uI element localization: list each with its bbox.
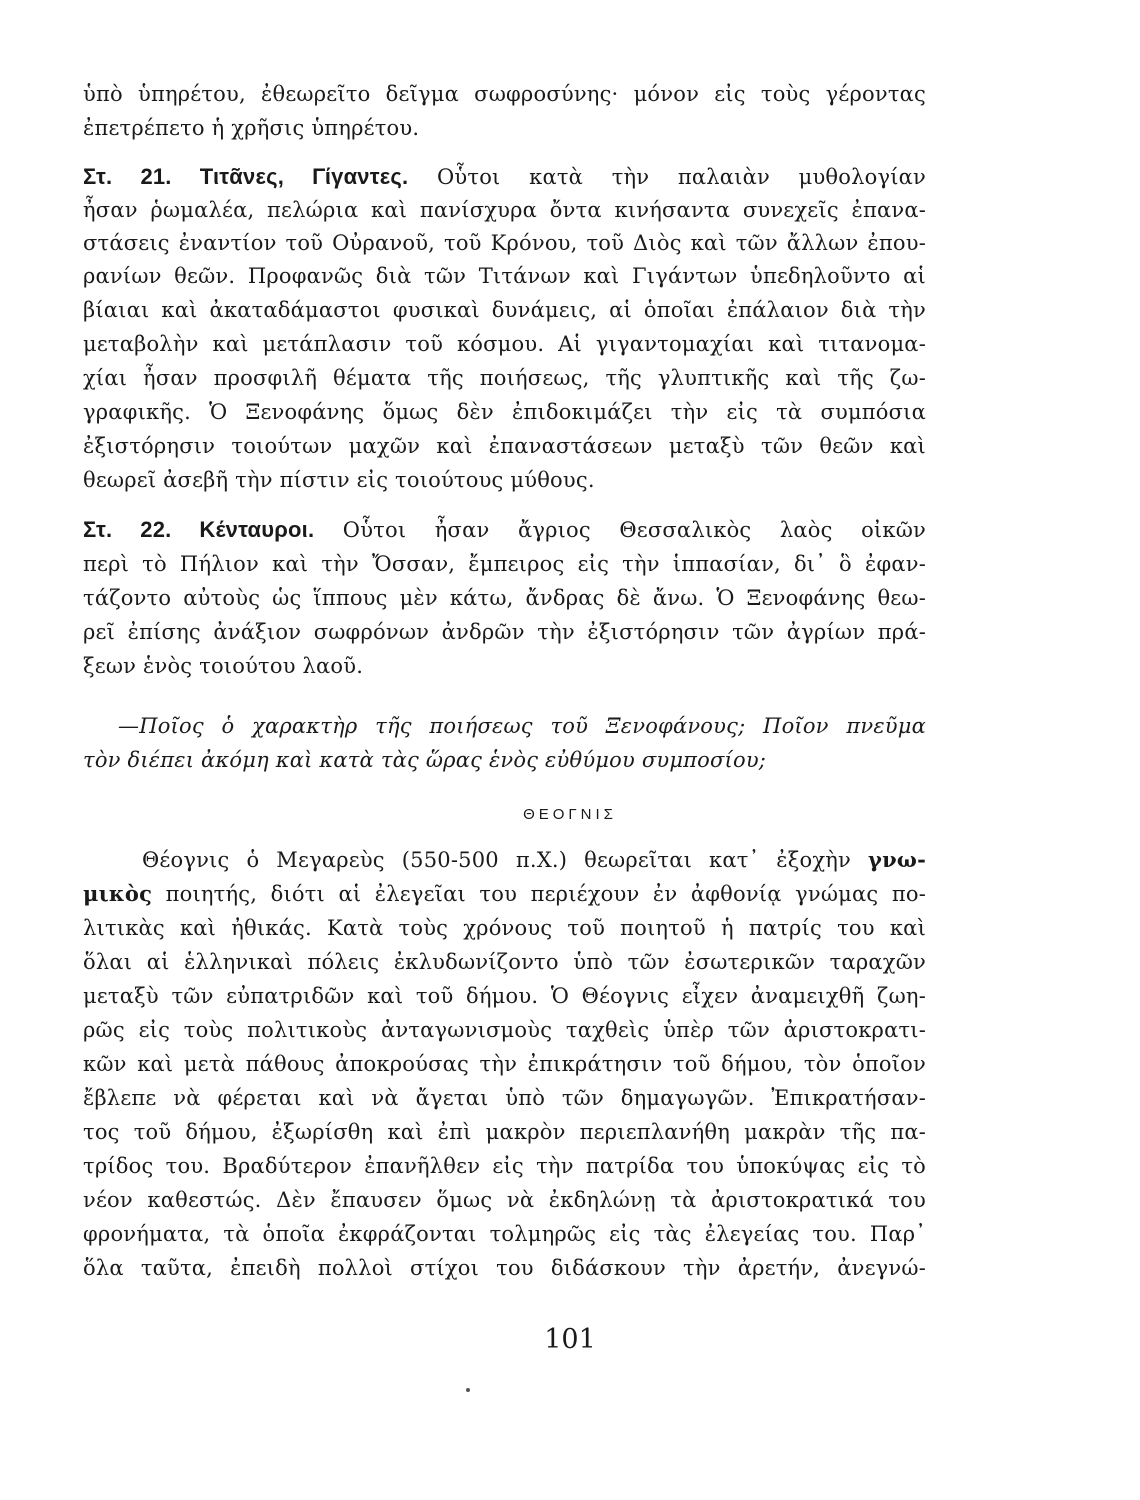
section-21-line: θεωρεῖ ἀσεβῆ τὴν πίστιν εἰς τοιούτους μύθους. <box>83 468 595 492</box>
section-21-line: γραφικῆς. Ὁ Ξενοφάνης ὅμως δὲν ἐπιδοκιμάζει τὴν εἰς τὰ συμπόσια <box>83 400 926 424</box>
theognis-line: νέον καθεστώς. Δὲν ἔπαυσεν ὅμως νὰ ἐκδηλώνῃ τὰ ἀριστοκρατικά του <box>83 1188 926 1212</box>
section-21-line: χίαι ἦσαν προσφιλῆ θέματα τῆς ποιήσεως, τῆς γλυπτικῆς καὶ τῆς ζω- <box>83 366 926 390</box>
question-line-2: τὸν διέπει ἀκόμη καὶ κατὰ τὰς ὥρας ἑνὸς εὐθύμου συμποσίου; <box>83 748 767 772</box>
theognis-line: κῶν καὶ μετὰ πάθους ἀποκρούσας τὴν ἐπικράτησιν τοῦ δήμου, τὸν ὁποῖον <box>83 1052 926 1076</box>
theognis-line: φρονήματα, τὰ ὁποῖα ἐκφράζονται τολμηρῶς εἰς τὰς ἐλεγείας του. Παρ᾽ <box>83 1222 926 1246</box>
theognis-first-line <box>142 846 926 874</box>
theognis-bold-term-end: μικὸς <box>83 881 153 906</box>
section-22-line: ξεων ἑνὸς τοιούτου λαοῦ. <box>83 654 364 678</box>
section-22-line: τάζοντο αὐτοὺς ὡς ἵππους μὲν κάτω, ἄνδρας δὲ ἄνω. Ὁ Ξενοφάνης θεω- <box>83 586 926 610</box>
theognis-line: ὅλα ταῦτα, ἐπειδὴ πολλοὶ στίχοι του διδάσκουν τὴν ἀρετήν, ἀνεγνώ- <box>83 1256 926 1280</box>
section-21-first-line <box>83 163 926 191</box>
theognis-line: ἔβλεπε νὰ φέρεται καὶ νὰ ἄγεται ὑπὸ τῶν δημαγωγῶν. Ἐπικρατήσαν- <box>83 1086 926 1110</box>
section-21-line: βίαιαι καὶ ἀκαταδάμαστοι φυσικαὶ δυνάμεις, αἱ ὁποῖαι ἐπάλαιον διὰ τὴν <box>83 298 926 322</box>
section-22-first-line-text: Οὗτοι ἦσαν ἄγριος Θεσσαλικὸς λαὸς οἰκῶν <box>342 518 926 542</box>
theognis-line: ρῶς εἰς τοὺς πολιτικοὺς ἀνταγωνισμοὺς ταχθεὶς ὑπὲρ τῶν ἀριστοκρατι- <box>83 1018 926 1042</box>
section-22-line: ρεῖ ἐπίσης ἀνάξιον σωφρόνων ἀνδρῶν τὴν ἐξιστόρησιν τῶν ἀγρίων πρά- <box>83 620 926 644</box>
question-line-1: —Ποῖος ὁ χαρακτὴρ τῆς ποιήσεως τοῦ Ξενοφάνους; Ποῖον πνεῦμα <box>118 714 926 738</box>
section-21-first-line-text: Οὗτοι κατὰ τὴν παλαιὰν μυθολογίαν <box>437 165 926 189</box>
theognis-second-line-text: ποιητής, διότι αἱ ἐλεγεῖαι του περιέχουν ἐν ἀφθονίᾳ γνώμας πο- <box>165 882 926 906</box>
section-22-line: περὶ τὸ Πήλιον καὶ τὴν Ὄσσαν, ἔμπειρος εἰς τὴν ἱππασίαν, δι᾽ ὃ ἐφαν- <box>83 552 926 576</box>
section-21-line: ἦσαν ῥωμαλέα, πελώρια καὶ πανίσχυρα ὄντα κινήσαντα συνεχεῖς ἐπανα- <box>83 198 926 222</box>
theognis-line: τος τοῦ δήμου, ἐξωρίσθη καὶ ἐπὶ μακρὸν περιεπλανήθη μακρὰν τῆς πα- <box>83 1120 926 1144</box>
theognis-bold-term-start: γνω- <box>868 847 926 872</box>
theognis-second-line <box>83 880 926 908</box>
theognis-first-line-text: Θέογνις ὁ Μεγαρεὺς (550-500 π.Χ.) θεωρεῖται κατ᾽ ἐξοχὴν <box>142 848 852 872</box>
subsection-title: ΘΕΟΓΝΙΣ <box>523 806 617 823</box>
page-number: 101 <box>544 1324 596 1355</box>
intro-line-1: ὑπὸ ὑπηρέτου, ἐθεωρεῖτο δεῖγμα σωφροσύνης· μόνον εἰς τοὺς γέροντας <box>83 82 926 106</box>
section-21-line: ἐξιστόρησιν τοιούτων μαχῶν καὶ ἐπαναστάσεων μεταξὺ τῶν θεῶν καὶ <box>83 434 926 458</box>
section-21-line: στάσεις ἐναντίον τοῦ Οὐρανοῦ, τοῦ Κρόνου, τοῦ Διὸς καὶ τῶν ἄλλων ἐπου- <box>83 231 926 255</box>
section-22-heading: Στ. 22. Κένταυροι. <box>83 517 315 542</box>
theognis-line: λιτικὰς καὶ ἠθικάς. Κατὰ τοὺς χρόνους τοῦ ποιητοῦ ἡ πατρίς του καὶ <box>83 916 926 940</box>
theognis-line: ὅλαι αἱ ἑλληνικαὶ πόλεις ἐκλυδωνίζοντο ὑπὸ τῶν ἐσωτερικῶν ταραχῶν <box>83 950 926 974</box>
intro-line-2: ἐπετρέπετο ἡ χρῆσις ὑπηρέτου. <box>83 116 420 140</box>
section-21-line: ρανίων θεῶν. Προφανῶς διὰ τῶν Τιτάνων καὶ Γιγάντων ὑπεδηλοῦντο αἱ <box>83 264 926 288</box>
section-21-heading: Στ. 21. Τιτᾶνες, Γίγαντες. <box>83 164 409 189</box>
section-21-line: μεταβολὴν καὶ μετάπλασιν τοῦ κόσμου. Αἱ γιγαντομαχίαι καὶ τιτανομα- <box>83 332 926 356</box>
theognis-line: τρίδος του. Βραδύτερον ἐπανῆλθεν εἰς τὴν πατρίδα του ὑποκύψας εἰς τὸ <box>83 1154 926 1178</box>
ink-speck <box>466 1388 470 1392</box>
theognis-line: μεταξὺ τῶν εὐπατριδῶν καὶ τοῦ δήμου. Ὁ Θέογνις εἶχεν ἀναμειχθῆ ζωη- <box>83 984 926 1008</box>
section-22-first-line <box>83 516 926 544</box>
